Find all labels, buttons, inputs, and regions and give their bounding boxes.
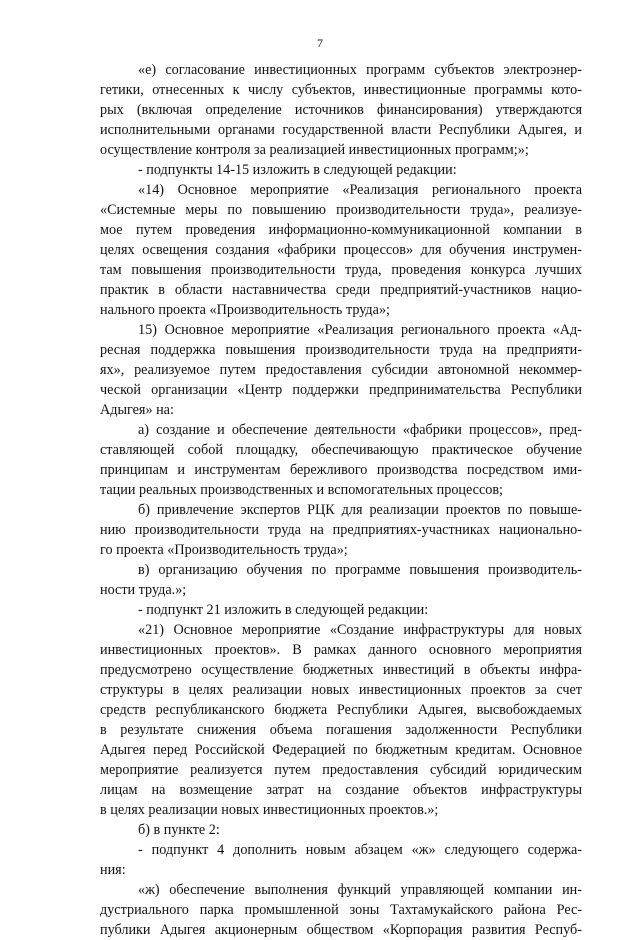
document-body — [100, 60, 582, 940]
text-line: в результате снижения объема погашения задолженности Республики — [100, 722, 582, 738]
text-line: мое путем проведения информационно-коммуникационной компании в — [100, 222, 582, 238]
text-line: «21) Основное мероприятие «Создание инфраструктуры для новых — [138, 622, 582, 638]
text-line: принципам и инструментам бережливого производства посредством ими- — [100, 462, 582, 478]
text-line: Адыгея» на: — [100, 402, 174, 418]
text-line: там повышения производительности труда, проведения конкурса лучших — [100, 262, 582, 278]
text-line: б) в пункте 2: — [138, 822, 220, 838]
text-line: средств республиканского бюджета Республики Адыгея, высвобождаемых — [100, 702, 582, 718]
text-line: ресная поддержка повышения производительности труда на предприяти- — [100, 342, 582, 358]
text-line: - подпункты 14-15 изложить в следующей редакции: — [138, 162, 457, 178]
text-line: в) организацию обучения по программе повышения производитель- — [138, 562, 582, 578]
text-line: в целях реализации новых инвестиционных проектов.»; — [100, 802, 439, 818]
text-line: «Системные меры по повышению производительности труда», реализуе- — [100, 202, 582, 218]
text-line: нию производительности труда на предприятиях-участниках национально- — [100, 522, 582, 538]
text-line: публики Адыгея акционерным обществом «Корпорация развития Респуб- — [100, 922, 582, 938]
text-line: исполнительными органами государственной власти Республики Адыгея, и — [100, 122, 582, 138]
text-line: структуры в целях реализации новых инвестиционных проектов за счет — [100, 682, 582, 698]
text-line: инвестиционных проектов». В рамках данного основного мероприятия — [100, 642, 582, 658]
text-line: Адыгея перед Российской Федерацией по бюджетным кредитам. Основное — [100, 742, 582, 758]
text-line: нального проекта «Производительность труда»; — [100, 302, 390, 318]
text-line: «е) согласование инвестиционных программ субъектов электроэнер- — [138, 62, 582, 78]
text-line: целях освещения создания «фабрики процессов» для обучения инструмен- — [100, 242, 582, 258]
text-line: а) создание и обеспечение деятельности «фабрики процессов», пред- — [138, 422, 582, 438]
text-line: ческой организации «Центр поддержки предпринимательства Республики — [100, 382, 582, 398]
text-line: - подпункт 21 изложить в следующей редакции: — [138, 602, 429, 618]
page-number: 7 — [317, 36, 323, 50]
text-line: практик в области наставничества среди предприятий-участников нацио- — [100, 282, 582, 298]
text-line: «ж) обеспечение выполнения функций управляющей компании ин- — [138, 882, 582, 898]
text-line: ния: — [100, 862, 126, 878]
text-line: лицам на возмещение затрат на создание объектов инфраструктуры — [100, 782, 582, 798]
text-line: б) привлечение экспертов РЦК для реализации проектов по повыше- — [138, 502, 582, 518]
text-line: рых (включая определение источников финансирования) утверждаются — [100, 102, 582, 118]
text-line: ставляющей собой площадку, обеспечивающую практическое обучение — [100, 442, 582, 458]
text-line: мероприятие реализуется путем предоставления субсидий юридическим — [100, 762, 582, 778]
text-line: го проекта «Производительность труда»; — [100, 542, 348, 558]
text-line: ях», реализуемое путем предоставления субсидии автономной некоммер- — [100, 362, 582, 378]
text-line: тации реальных производственных и вспомогательных процессов; — [100, 482, 503, 498]
text-line: 15) Основное мероприятие «Реализация регионального проекта «Ад- — [138, 322, 582, 338]
text-line: - подпункт 4 дополнить новым абзацем «ж» следующего содержа- — [138, 842, 582, 858]
text-line: ности труда.»; — [100, 582, 187, 598]
text-line: дустриального парка промышленной зоны Тахтамукайского района Рес- — [100, 902, 582, 918]
text-line: предусмотрено осуществление бюджетных инвестиций в объекты инфра- — [100, 662, 582, 678]
text-line: гетики, отнесенных к числу субъектов, инвестиционные программы кото- — [100, 82, 582, 98]
text-line: осуществление контроля за реализацией инвестиционных программ;»; — [100, 142, 529, 158]
text-line: «14) Основное мероприятие «Реализация регионального проекта — [138, 182, 582, 198]
